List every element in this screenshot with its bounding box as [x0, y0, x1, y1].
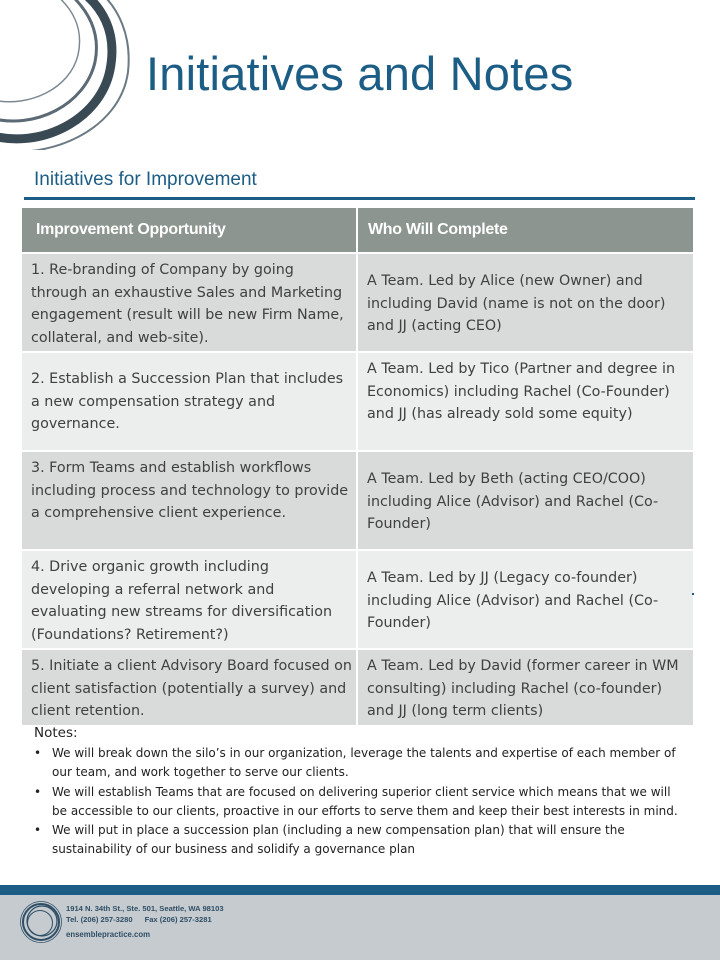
footer-website[interactable]: ensemblepractice.com [66, 930, 151, 939]
owner-cell: A Team. Led by David (former career in WM consulting) including Rachel (co-founder) and JJ (long term clients) [357, 649, 693, 725]
opportunity-cell: 2. Establish a Succession Plan that includes a new compensation strategy and governance. [22, 352, 357, 451]
footer-contact [66, 904, 224, 941]
note-text: We will establish Teams that are focused on delivering superior client service which means that we will be accessible to our clients, proactive in our efforts to serve them and keep their best interests in mind. [52, 784, 678, 818]
header-improvement-opportunity: Improvement Opportunity [22, 208, 357, 253]
owner-cell: A Team. Led by Tico (Partner and degree in Economics) including Rachel (Co-Founder) and JJ (has already sold some equity) [357, 352, 693, 451]
decorative-dot [692, 593, 694, 595]
ensemble-logo-icon [18, 899, 64, 945]
opportunity-cell: 5. Initiate a client Advisory Board focused on client satisfaction (potentially a survey) and client retention. [22, 649, 357, 725]
owner-cell: A Team. Led by JJ (Legacy co-founder) including Alice (Advisor) and Rachel (Co-Founder) [357, 550, 693, 649]
table-row [22, 550, 693, 649]
notes-section [34, 725, 684, 860]
circle-swirl-logo-icon [0, 0, 140, 150]
footer-accent-bar [0, 885, 720, 895]
initiatives-table [22, 208, 693, 725]
list-item [34, 783, 684, 822]
bullet-icon: • [34, 784, 42, 799]
table-row [22, 649, 693, 725]
note-text: We will put in place a succession plan (including a new compensation plan) that will ensure the sustainability of our business and solidify a governance plan [52, 823, 625, 857]
table-row [22, 352, 693, 451]
notes-list [34, 744, 684, 860]
owner-cell: A Team. Led by Alice (new Owner) and including David (name is not on the door) and JJ (acting CEO) [357, 253, 693, 352]
footer-address: 1914 N. 34th St., Ste. 501, Seattle, WA 98103 [66, 904, 224, 913]
subtitle-underline [24, 197, 695, 200]
notes-title: Notes: [34, 725, 78, 741]
owner-cell: A Team. Led by Beth (acting CEO/COO) including Alice (Advisor) and Rachel (Co-Founder) [357, 451, 693, 550]
page-title: Initiatives and Notes [146, 47, 574, 100]
note-text: We will break down the silo’s in our organization, leverage the talents and expertise of each member of our team, and work together to serve our clients. [52, 746, 676, 780]
footer-fax: Fax (206) 257-3281 [144, 914, 212, 924]
table-row [22, 253, 693, 352]
bullet-icon: • [34, 823, 42, 838]
opportunity-cell: 4. Drive organic growth including developing a referral network and evaluating new streams for diversification (Foundations? Retirement?) [22, 550, 357, 649]
footer [0, 895, 720, 960]
footer-tel: Tel. (206) 257-3280 [66, 914, 133, 924]
table-header-row [22, 208, 693, 253]
table-row [22, 451, 693, 550]
section-subtitle: Initiatives for Improvement [34, 169, 257, 190]
header-who-will-complete: Who Will Complete [357, 208, 693, 253]
bullet-icon: • [34, 746, 42, 760]
list-item [34, 744, 684, 783]
list-item [34, 821, 684, 860]
opportunity-cell: 3. Form Teams and establish workflows including process and technology to provide a comprehensive client experience. [22, 451, 357, 550]
opportunity-cell: 1. Re-branding of Company by going through an exhaustive Sales and Marketing engagement (result will be new Firm Name, collateral, and web-site). [22, 253, 357, 352]
